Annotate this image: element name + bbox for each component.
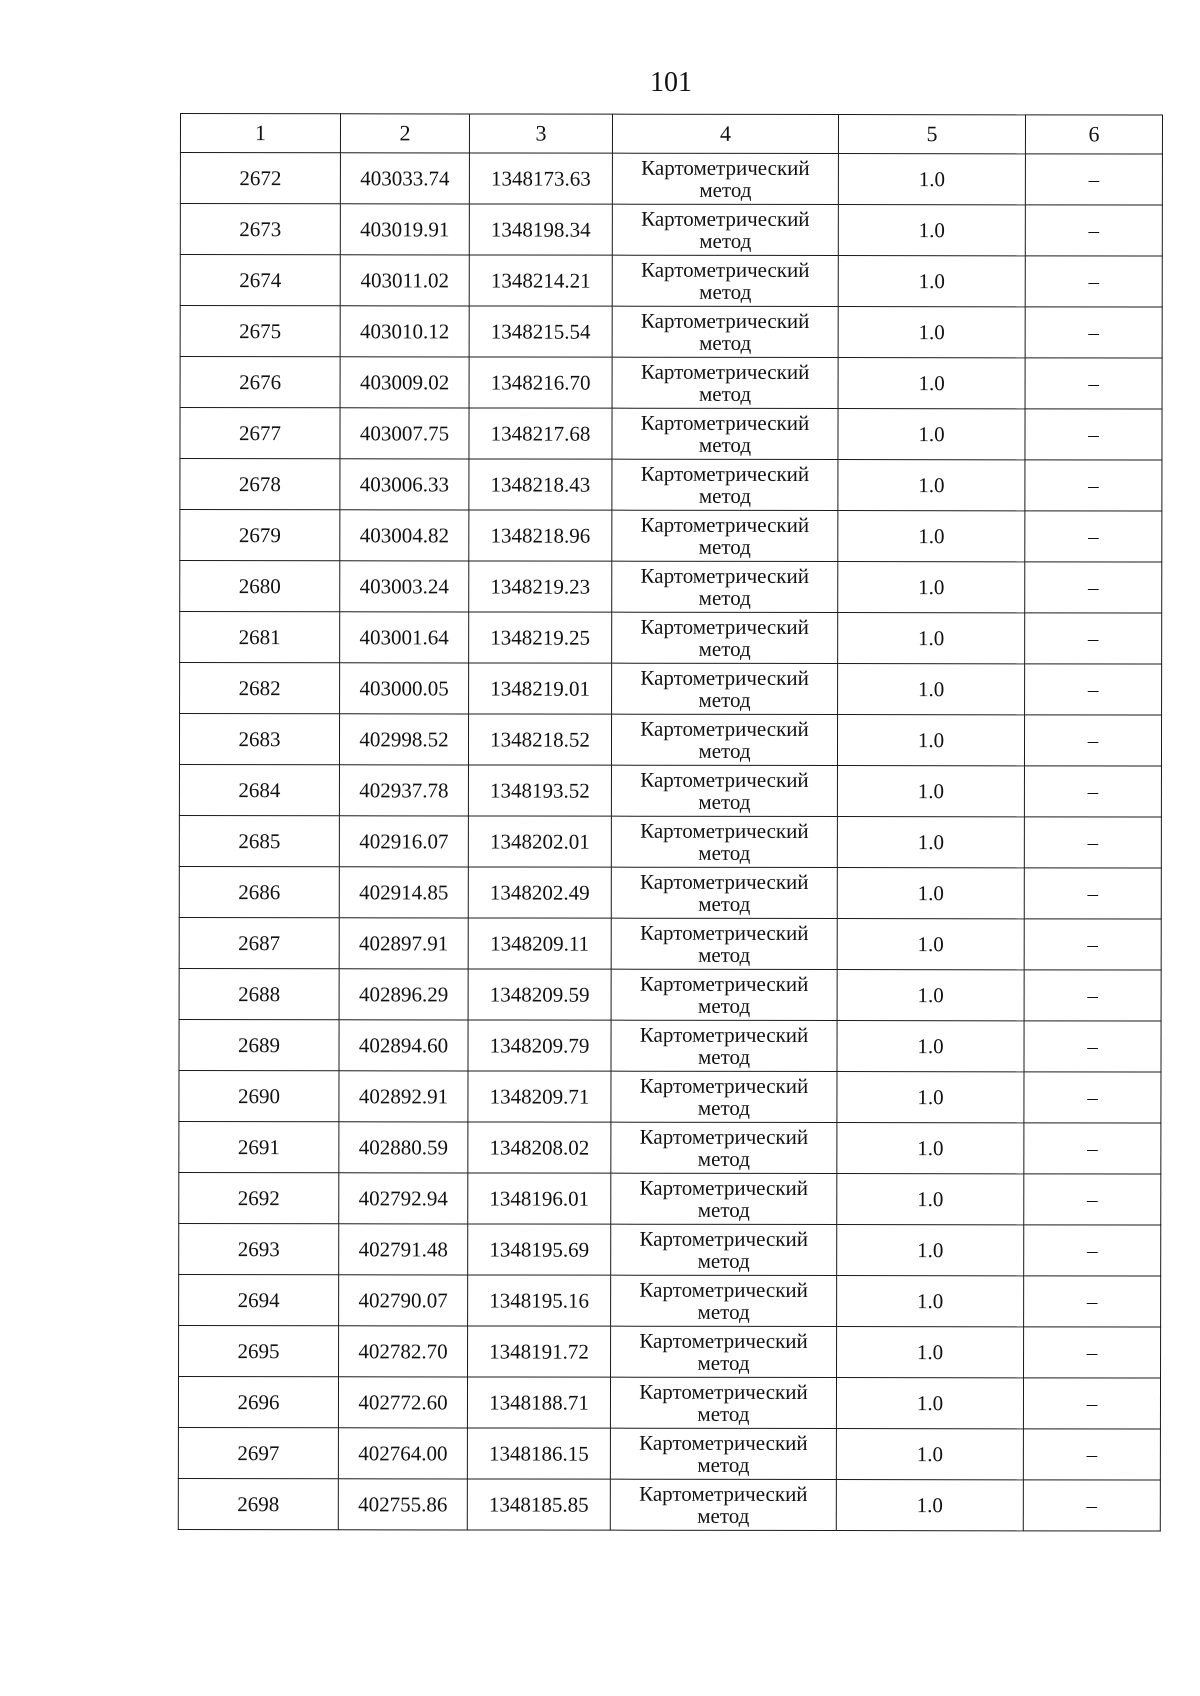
table-row <box>180 357 1162 410</box>
accuracy-cell: 1.0 <box>838 409 1025 460</box>
table-row <box>179 1121 1161 1174</box>
method-line-1: Картометрический <box>641 257 810 282</box>
x-coordinate-cell: 402755.86 <box>338 1479 467 1530</box>
accuracy-cell: 1.0 <box>838 664 1025 715</box>
method-line-1: Картометрический <box>639 1073 809 1098</box>
method-line-1: Картометрический <box>639 1328 808 1353</box>
method-line-2: метод <box>698 534 751 559</box>
page-number: 101 <box>650 67 692 98</box>
point-number-cell: 2682 <box>180 663 340 714</box>
method-cell <box>611 714 837 765</box>
x-coordinate-cell: 402791.48 <box>339 1224 468 1275</box>
x-coordinate-cell: 402897.91 <box>339 918 468 969</box>
method-cell <box>612 561 838 612</box>
method-cell <box>612 663 838 714</box>
method-line-1: Картометрический <box>640 665 809 690</box>
table-row <box>180 204 1162 257</box>
y-coordinate-cell: 1348215.54 <box>469 306 612 357</box>
accuracy-cell: 1.0 <box>836 1378 1023 1429</box>
accuracy-cell: 1.0 <box>838 562 1025 613</box>
note-cell: – <box>1024 1123 1161 1174</box>
point-number-cell: 2695 <box>179 1325 339 1376</box>
table-row <box>179 1223 1161 1276</box>
accuracy-cell: 1.0 <box>837 1225 1024 1276</box>
method-line-1: Картометрический <box>640 359 810 384</box>
note-cell: – <box>1025 307 1162 358</box>
point-number-cell: 2688 <box>179 968 339 1019</box>
method-line-1: Картометрический <box>640 869 809 894</box>
method-cell <box>612 255 838 306</box>
method-line-2: метод <box>698 483 751 508</box>
method-line-2: метод <box>698 585 751 610</box>
point-number-cell: 2679 <box>180 510 340 561</box>
method-cell <box>611 1275 837 1326</box>
y-coordinate-cell: 1348193.52 <box>468 765 611 816</box>
method-line-2: метод <box>698 381 752 406</box>
x-coordinate-cell: 402916.07 <box>339 816 468 867</box>
method-cell <box>611 918 837 969</box>
method-line-1: Картометрический <box>640 308 810 333</box>
method-line-1: Картометрический <box>640 410 810 435</box>
column-header-3: 3 <box>469 114 612 153</box>
accuracy-cell: 1.0 <box>838 511 1025 562</box>
table-row <box>179 815 1161 868</box>
y-coordinate-cell: 1348219.01 <box>469 663 612 714</box>
accuracy-cell: 1.0 <box>838 205 1025 256</box>
y-coordinate-cell: 1348186.15 <box>467 1428 610 1479</box>
point-number-cell: 2675 <box>180 306 340 357</box>
x-coordinate-cell: 402792.94 <box>339 1173 468 1224</box>
y-coordinate-cell: 1348216.70 <box>469 357 612 408</box>
x-coordinate-cell: 403019.91 <box>340 204 469 255</box>
accuracy-cell: 1.0 <box>837 1327 1024 1378</box>
method-line-1: Картометрический <box>639 1175 809 1200</box>
accuracy-cell: 1.0 <box>837 970 1024 1021</box>
method-line-1: Картометрический <box>639 1277 808 1302</box>
method-cell <box>612 408 838 459</box>
point-number-cell: 2698 <box>178 1478 338 1529</box>
method-line-2: метод <box>697 1299 750 1324</box>
accuracy-cell: 1.0 <box>837 715 1024 766</box>
table-header-row <box>180 114 1162 155</box>
note-cell: – <box>1024 919 1161 970</box>
method-line-2: метод <box>699 177 752 202</box>
y-coordinate-cell: 1348209.79 <box>468 1020 611 1071</box>
point-number-cell: 2686 <box>179 866 339 917</box>
table-row <box>180 306 1162 359</box>
x-coordinate-cell: 402914.85 <box>339 867 468 918</box>
method-cell <box>612 357 838 408</box>
note-cell: – <box>1025 664 1162 715</box>
method-cell <box>612 612 838 663</box>
y-coordinate-cell: 1348196.01 <box>468 1173 611 1224</box>
x-coordinate-cell: 403007.75 <box>340 408 469 459</box>
point-number-cell: 2697 <box>178 1427 338 1478</box>
method-cell <box>611 1020 837 1071</box>
method-line-2: метод <box>698 891 751 916</box>
table-row <box>179 1070 1161 1123</box>
table-row <box>180 612 1162 665</box>
x-coordinate-cell: 402998.52 <box>339 714 468 765</box>
y-coordinate-cell: 1348191.72 <box>468 1326 611 1377</box>
accuracy-cell: 1.0 <box>837 1072 1024 1123</box>
x-coordinate-cell: 402782.70 <box>339 1326 468 1377</box>
method-line-1: Картометрический <box>640 512 810 537</box>
note-cell: – <box>1024 868 1161 919</box>
note-cell: – <box>1024 970 1161 1021</box>
x-coordinate-cell: 403010.12 <box>340 306 469 357</box>
table-row <box>179 968 1161 1021</box>
point-number-cell: 2676 <box>180 357 340 408</box>
y-coordinate-cell: 1348202.49 <box>468 867 611 918</box>
note-cell: – <box>1025 256 1162 307</box>
accuracy-cell: 1.0 <box>836 1480 1023 1531</box>
method-cell <box>611 867 837 918</box>
method-line-1: Картометрический <box>640 461 810 486</box>
method-line-2: метод <box>698 942 751 967</box>
x-coordinate-cell: 403003.24 <box>340 561 469 612</box>
method-line-2: метод <box>697 1401 750 1426</box>
column-header-5: 5 <box>838 115 1025 154</box>
y-coordinate-cell: 1348209.59 <box>468 969 611 1020</box>
point-number-cell: 2684 <box>179 765 339 816</box>
table-row <box>179 917 1161 970</box>
note-cell: – <box>1025 358 1162 409</box>
method-cell <box>612 459 838 510</box>
method-line-1: Картометрический <box>639 1022 809 1047</box>
method-line-1: Картометрический <box>641 155 810 180</box>
note-cell: – <box>1024 1021 1161 1072</box>
accuracy-cell: 1.0 <box>837 868 1024 919</box>
table-row <box>180 408 1162 461</box>
method-cell <box>612 306 838 357</box>
accuracy-cell: 1.0 <box>838 460 1025 511</box>
note-cell: – <box>1024 715 1161 766</box>
x-coordinate-cell: 402772.60 <box>338 1377 467 1428</box>
point-number-cell: 2677 <box>180 408 340 459</box>
method-cell <box>611 1326 837 1377</box>
x-coordinate-cell: 403033.74 <box>340 153 469 204</box>
x-coordinate-cell: 402880.59 <box>339 1122 468 1173</box>
y-coordinate-cell: 1348195.69 <box>468 1224 611 1275</box>
x-coordinate-cell: 402764.00 <box>338 1428 467 1479</box>
note-cell: – <box>1024 817 1161 868</box>
method-line-2: метод <box>697 1146 750 1171</box>
y-coordinate-cell: 1348185.85 <box>467 1479 610 1530</box>
point-number-cell: 2690 <box>179 1070 339 1121</box>
point-number-cell: 2691 <box>179 1121 339 1172</box>
y-coordinate-cell: 1348218.43 <box>469 459 612 510</box>
y-coordinate-cell: 1348198.34 <box>469 204 612 255</box>
y-coordinate-cell: 1348173.63 <box>469 153 612 204</box>
table-row <box>180 459 1162 512</box>
y-coordinate-cell: 1348218.52 <box>468 714 611 765</box>
method-line-1: Картометрический <box>639 1481 808 1506</box>
point-number-cell: 2694 <box>179 1274 339 1325</box>
point-number-cell: 2685 <box>179 815 339 866</box>
x-coordinate-cell: 403006.33 <box>340 459 469 510</box>
method-line-2: метод <box>697 1503 750 1528</box>
point-number-cell: 2696 <box>178 1376 338 1427</box>
table-row <box>179 765 1161 818</box>
method-line-2: метод <box>699 279 752 304</box>
y-coordinate-cell: 1348209.11 <box>468 918 611 969</box>
method-line-2: метод <box>698 432 752 457</box>
x-coordinate-cell: 402896.29 <box>339 969 468 1020</box>
note-cell: – <box>1024 766 1161 817</box>
method-line-2: метод <box>699 228 752 253</box>
y-coordinate-cell: 1348209.71 <box>468 1071 611 1122</box>
method-line-1: Картометрический <box>640 818 809 843</box>
method-line-2: метод <box>698 636 751 661</box>
point-number-cell: 2692 <box>179 1172 339 1223</box>
table-row <box>180 561 1162 614</box>
method-line-1: Картометрический <box>640 716 809 741</box>
column-header-6: 6 <box>1025 115 1162 154</box>
point-number-cell: 2674 <box>180 255 340 306</box>
note-cell: – <box>1025 409 1162 460</box>
x-coordinate-cell: 402790.07 <box>339 1275 468 1326</box>
y-coordinate-cell: 1348218.96 <box>469 510 612 561</box>
x-coordinate-cell: 402894.60 <box>339 1020 468 1071</box>
point-number-cell: 2683 <box>179 714 339 765</box>
accuracy-cell: 1.0 <box>837 766 1024 817</box>
method-line-2: метод <box>698 789 751 814</box>
method-line-2: метод <box>697 1095 751 1120</box>
accuracy-cell: 1.0 <box>836 1429 1023 1480</box>
method-cell <box>610 1428 836 1479</box>
method-line-2: метод <box>697 1350 750 1375</box>
method-line-1: Картометрический <box>639 920 809 945</box>
method-line-1: Картометрический <box>641 206 810 231</box>
x-coordinate-cell: 403000.05 <box>340 663 469 714</box>
table-row <box>178 1478 1160 1531</box>
method-cell <box>612 153 838 204</box>
table-row <box>179 1274 1161 1327</box>
coordinates-table <box>178 113 1163 1532</box>
method-line-1: Картометрический <box>640 563 810 588</box>
method-cell <box>610 1377 836 1428</box>
method-line-2: метод <box>697 1248 750 1273</box>
y-coordinate-cell: 1348219.25 <box>469 612 612 663</box>
y-coordinate-cell: 1348195.16 <box>468 1275 611 1326</box>
note-cell: – <box>1024 1225 1161 1276</box>
method-cell <box>612 510 838 561</box>
table-row <box>179 1325 1161 1378</box>
method-line-2: метод <box>697 1044 751 1069</box>
method-line-1: Картометрический <box>639 971 809 996</box>
method-line-2: метод <box>699 330 752 355</box>
table-row <box>180 510 1162 563</box>
y-coordinate-cell: 1348188.71 <box>467 1377 610 1428</box>
method-cell <box>611 969 837 1020</box>
table-row <box>179 1019 1161 1072</box>
note-cell: – <box>1024 1174 1161 1225</box>
note-cell: – <box>1025 460 1162 511</box>
note-cell: – <box>1025 511 1162 562</box>
method-line-1: Картометрический <box>639 1124 809 1149</box>
y-coordinate-cell: 1348208.02 <box>468 1122 611 1173</box>
note-cell: – <box>1023 1378 1160 1429</box>
method-cell <box>611 1122 837 1173</box>
method-line-2: метод <box>697 1452 750 1477</box>
y-coordinate-cell: 1348217.68 <box>469 408 612 459</box>
point-number-cell: 2680 <box>180 561 340 612</box>
table-row <box>180 663 1162 716</box>
note-cell: – <box>1024 1327 1161 1378</box>
method-line-1: Картометрический <box>639 1226 808 1251</box>
method-line-1: Картометрический <box>639 1379 808 1404</box>
method-line-1: Картометрический <box>639 1430 808 1455</box>
method-line-2: метод <box>698 840 751 865</box>
table-row <box>180 153 1162 206</box>
x-coordinate-cell: 403011.02 <box>340 255 469 306</box>
column-header-2: 2 <box>340 114 469 153</box>
note-cell: – <box>1025 205 1162 256</box>
y-coordinate-cell: 1348202.01 <box>468 816 611 867</box>
method-line-1: Картометрический <box>640 614 809 639</box>
method-cell <box>610 1479 836 1530</box>
y-coordinate-cell: 1348214.21 <box>469 255 612 306</box>
method-cell <box>611 1224 837 1275</box>
note-cell: – <box>1025 562 1162 613</box>
table-body <box>178 153 1162 1532</box>
point-number-cell: 2689 <box>179 1019 339 1070</box>
method-line-2: метод <box>698 738 751 763</box>
accuracy-cell: 1.0 <box>838 256 1025 307</box>
x-coordinate-cell: 403004.82 <box>340 510 469 561</box>
note-cell: – <box>1025 154 1162 205</box>
x-coordinate-cell: 402937.78 <box>339 765 468 816</box>
table-row <box>178 1427 1160 1480</box>
table-row <box>179 1172 1161 1225</box>
point-number-cell: 2681 <box>180 612 340 663</box>
accuracy-cell: 1.0 <box>838 307 1025 358</box>
method-cell <box>611 1071 837 1122</box>
point-number-cell: 2672 <box>180 153 340 204</box>
note-cell: – <box>1024 1276 1161 1327</box>
note-cell: – <box>1025 613 1162 664</box>
table-row <box>180 255 1162 308</box>
accuracy-cell: 1.0 <box>837 1123 1024 1174</box>
point-number-cell: 2693 <box>179 1223 339 1274</box>
method-line-2: метод <box>698 687 751 712</box>
accuracy-cell: 1.0 <box>837 1276 1024 1327</box>
column-header-1: 1 <box>180 114 340 153</box>
method-line-1: Картометрический <box>640 767 809 792</box>
y-coordinate-cell: 1348219.23 <box>469 561 612 612</box>
method-cell <box>611 816 837 867</box>
method-line-2: метод <box>698 993 751 1018</box>
point-number-cell: 2687 <box>179 917 339 968</box>
column-header-4: 4 <box>612 114 838 153</box>
accuracy-cell: 1.0 <box>837 817 1024 868</box>
method-line-2: метод <box>697 1197 750 1222</box>
method-cell <box>612 204 838 255</box>
accuracy-cell: 1.0 <box>837 1021 1024 1072</box>
table-row <box>179 714 1161 767</box>
note-cell: – <box>1024 1072 1161 1123</box>
accuracy-cell: 1.0 <box>838 154 1025 205</box>
table-row <box>179 866 1161 919</box>
x-coordinate-cell: 402892.91 <box>339 1071 468 1122</box>
accuracy-cell: 1.0 <box>838 358 1025 409</box>
accuracy-cell: 1.0 <box>838 613 1025 664</box>
method-cell <box>611 1173 837 1224</box>
point-number-cell: 2678 <box>180 459 340 510</box>
point-number-cell: 2673 <box>180 204 340 255</box>
table-row <box>178 1376 1160 1429</box>
accuracy-cell: 1.0 <box>837 1174 1024 1225</box>
method-cell <box>611 765 837 816</box>
x-coordinate-cell: 403009.02 <box>340 357 469 408</box>
note-cell: – <box>1023 1480 1160 1531</box>
accuracy-cell: 1.0 <box>837 919 1024 970</box>
note-cell: – <box>1023 1429 1160 1480</box>
x-coordinate-cell: 403001.64 <box>340 612 469 663</box>
